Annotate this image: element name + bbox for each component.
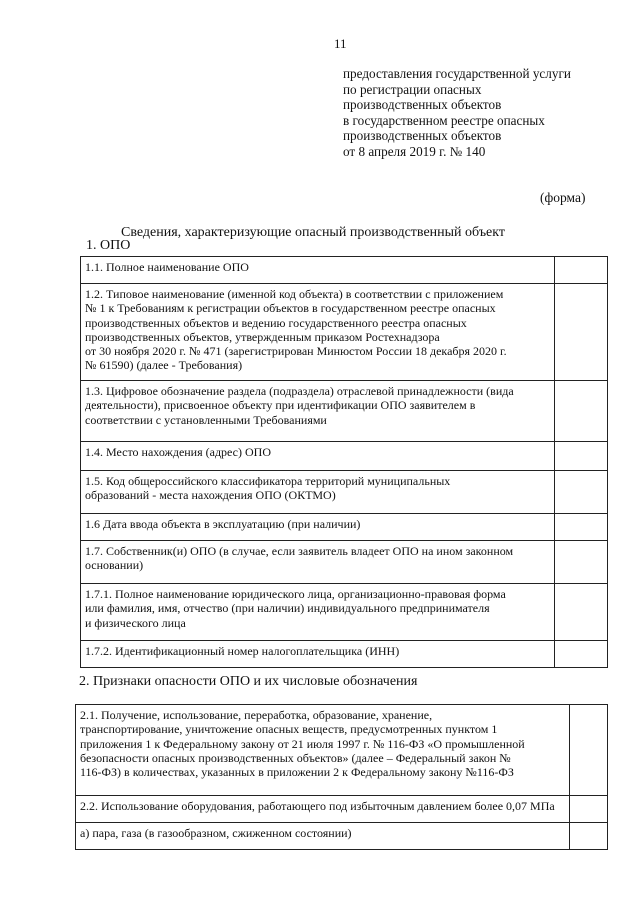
document-title: Сведения, характеризующие опасный производственный объект [121, 225, 506, 240]
section-1-heading: 1. ОПО [86, 238, 131, 253]
row-label-line: производственных объектов и ведению государственного реестра опасных [85, 315, 467, 330]
row-label-cell [81, 584, 555, 641]
row-label-cell [81, 257, 555, 284]
page-number: 11 [334, 36, 347, 51]
table-row [81, 442, 608, 471]
row-label-line: 1.5. Код общероссийского классификатора территорий муниципальных [85, 474, 451, 488]
value-cell[interactable] [555, 381, 608, 442]
row-label-line: 1.7. Собственник(и) ОПО (в случае, если заявитель владеет ОПО на ином законном [85, 544, 514, 558]
table-row [81, 381, 608, 442]
table-row [81, 514, 608, 541]
row-label-line: 1.6 Дата ввода объекта в эксплуатацию (при наличии) [85, 517, 361, 531]
row-label-cell [81, 442, 555, 471]
row-label-line: а) пара, газа (в газообразном, сжиженном состоянии) [80, 826, 352, 840]
header-line: производственных объектов [343, 128, 502, 143]
table-row [81, 584, 608, 641]
row-label-line: и физического лица [85, 615, 186, 630]
form-label: (форма) [540, 190, 586, 205]
row-label-line: № 61590) (далее - Требования) [85, 358, 243, 373]
row-label-line: 116-ФЗ) в количествах, указанных в приложении 2 к Федеральному закону №116-ФЗ [80, 765, 514, 780]
row-label-line: 1.7.2. Идентификационный номер налогоплательщика (ИНН) [85, 644, 400, 658]
value-cell[interactable] [570, 705, 608, 796]
value-cell[interactable] [570, 823, 608, 850]
row-label-line: 2.1. Получение, использование, переработка, образование, хранение, [80, 708, 433, 722]
header-line: производственных объектов [343, 97, 502, 112]
value-cell[interactable] [555, 442, 608, 471]
table-row [81, 471, 608, 514]
row-label-line: 2.2. Использование оборудования, работающего под избыточным давлением более 0,07 МПа [80, 799, 555, 813]
value-cell[interactable] [555, 514, 608, 541]
approval-header [343, 66, 623, 159]
value-cell[interactable] [555, 641, 608, 668]
row-label-line: № 1 к Требованиям к регистрации объектов в государственном реестре опасных [85, 301, 496, 316]
row-label-line: безопасности опасных производственных объектов» (далее – Федеральный закон № [80, 750, 511, 765]
row-label-cell [76, 705, 570, 796]
header-line: по регистрации опасных [343, 81, 482, 97]
value-cell[interactable] [555, 257, 608, 284]
table-row [76, 705, 608, 796]
row-label-cell [76, 796, 570, 823]
section-2-table [75, 704, 608, 850]
header-line: предоставления государственной услуги [343, 66, 571, 81]
row-label-line: или фамилия, имя, отчество (при наличии) индивидуального предпринимателя [85, 601, 490, 616]
value-cell[interactable] [555, 584, 608, 641]
row-label-line: приложения 1 к Федеральному закону от 21 июля 1997 г. № 116-ФЗ «О промышленной [80, 736, 525, 751]
table-row [81, 641, 608, 668]
row-label-line: 1.7.1. Полное наименование юридического лица, организационно-правовая форма [85, 587, 506, 601]
row-label-cell [76, 823, 570, 850]
row-label-line: от 30 ноября 2020 г. № 471 (зарегистрирован Минюстом России 18 декабря 2020 г. [85, 344, 507, 359]
row-label-line: производственных объектов, утвержденным приказом Ростехнадзора [85, 329, 440, 344]
row-label-line: транспортирование, уничтожение опасных веществ, предусмотренных пунктом 1 [80, 722, 498, 737]
value-cell[interactable] [555, 284, 608, 381]
row-label-cell [81, 471, 555, 514]
header-line: от 8 апреля 2019 г. № 140 [343, 143, 486, 159]
row-label-cell [81, 541, 555, 584]
section-2-heading: 2. Признаки опасности ОПО и их числовые обозначения [79, 674, 418, 689]
value-cell[interactable] [555, 541, 608, 584]
table-row [76, 796, 608, 823]
table-row [81, 284, 608, 381]
header-line: в государственном реестре опасных [343, 112, 545, 128]
row-label-line: основании) [85, 558, 144, 573]
row-label-cell [81, 641, 555, 668]
row-label-line: 1.4. Место нахождения (адрес) ОПО [85, 445, 271, 459]
row-label-line: 1.3. Цифровое обозначение раздела (подраздела) отраслевой принадлежности (вида [85, 384, 514, 398]
table-row [76, 823, 608, 850]
section-1-table [80, 256, 608, 668]
value-cell[interactable] [570, 796, 608, 823]
row-label-line: соответствии с установленными Требованиями [85, 412, 327, 427]
row-label-line: деятельности), присвоенное объекту при идентификации ОПО заявителем в [85, 398, 476, 413]
table-row [81, 257, 608, 284]
row-label-line: 1.1. Полное наименование ОПО [85, 260, 249, 274]
row-label-cell [81, 284, 555, 381]
row-label-cell [81, 514, 555, 541]
table-row [81, 541, 608, 584]
row-label-line: образований - места нахождения ОПО (ОКТМО) [85, 488, 336, 503]
value-cell[interactable] [555, 471, 608, 514]
row-label-line: 1.2. Типовое наименование (именной код объекта) в соответствии с приложением [85, 287, 504, 301]
row-label-cell [81, 381, 555, 442]
